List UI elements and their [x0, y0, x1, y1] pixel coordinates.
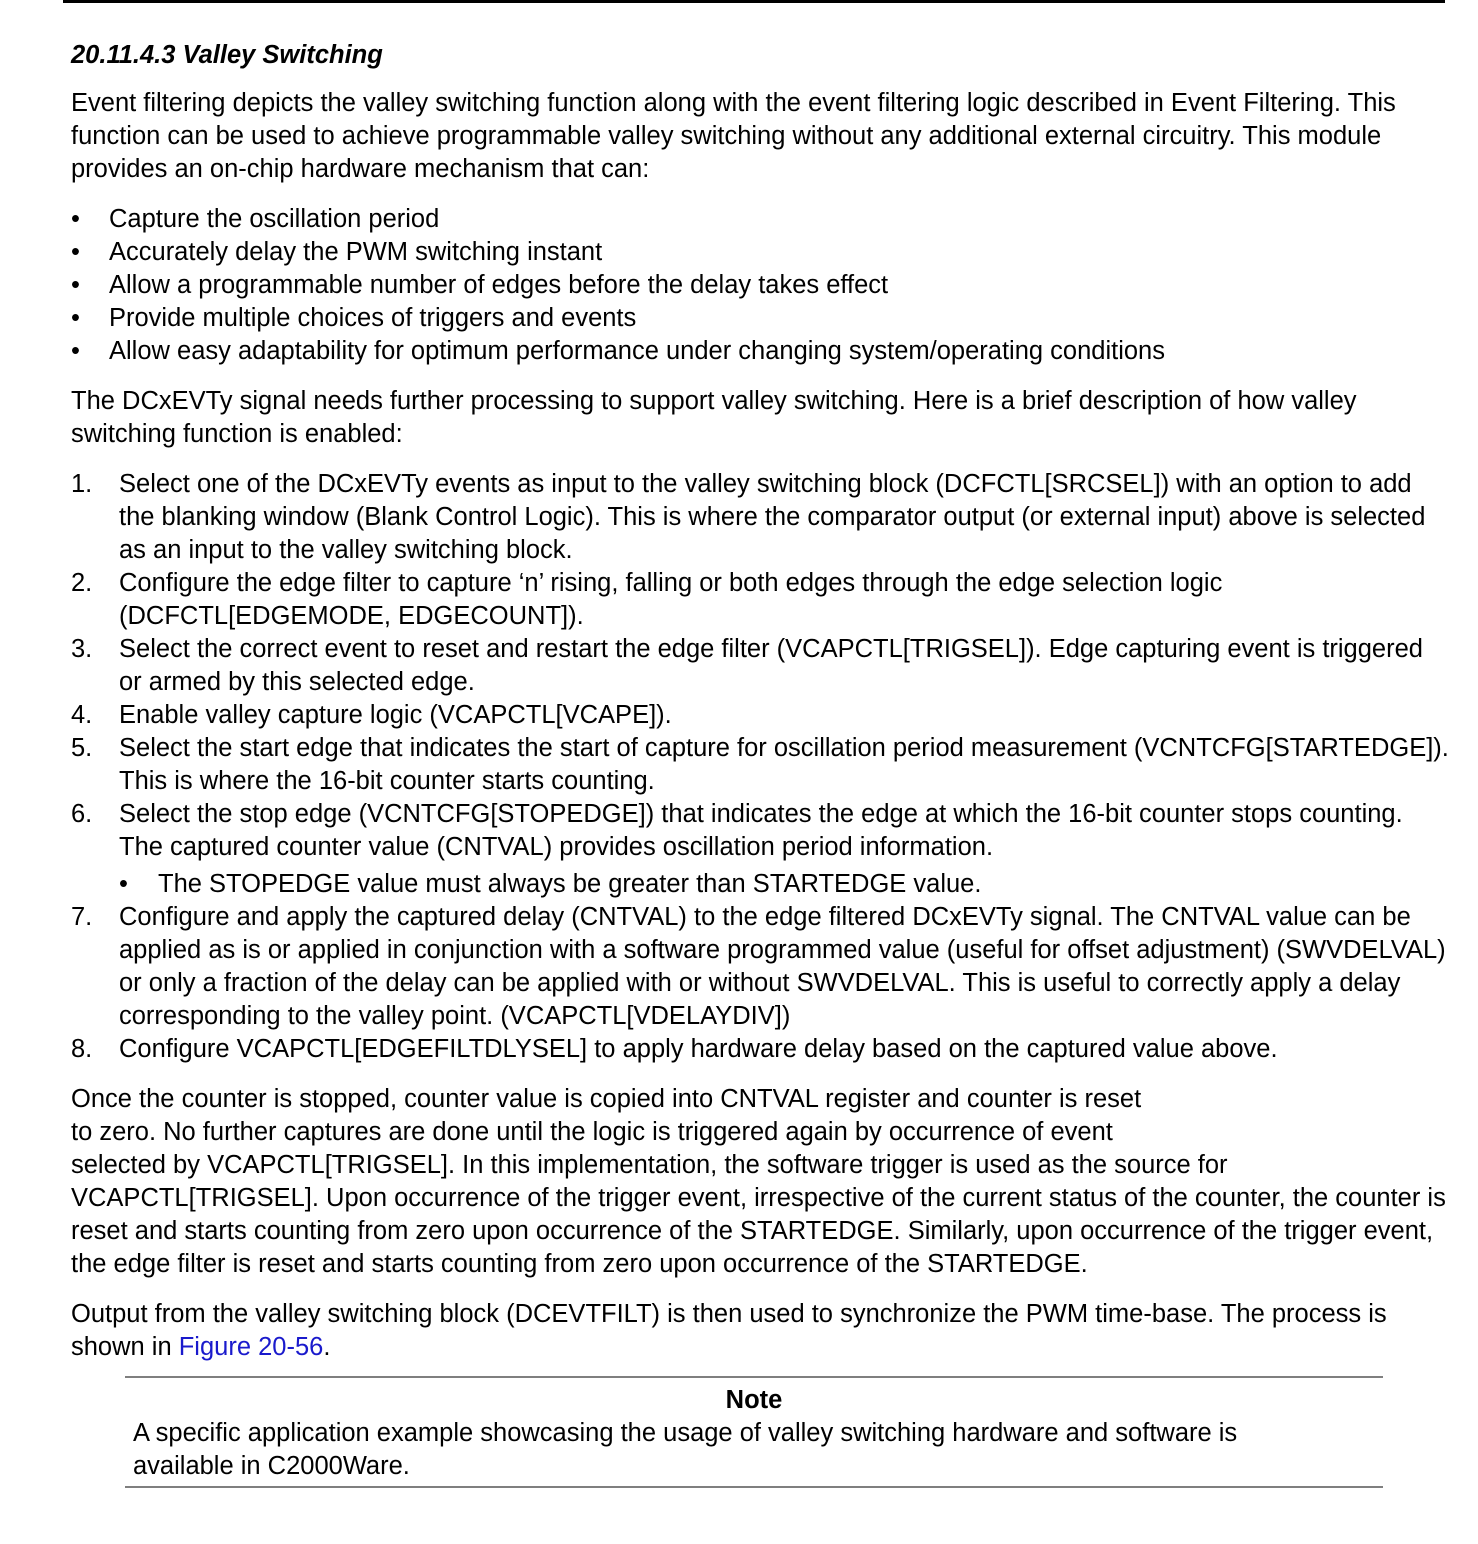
- step-item: [71, 732, 1451, 798]
- note-box: [125, 1376, 1383, 1488]
- bullet-icon: •: [71, 337, 80, 365]
- step-text: Select the correct event to reset and restart the edge filter (VCAPCTL[TRIGSEL]). Edge capturing event is triggered or armed by this selected edge.: [119, 635, 1423, 696]
- note-text: A specific application example showcasing the usage of valley switching hardware and software is available in C2000Ware.: [133, 1419, 1238, 1480]
- bullet-icon: •: [71, 205, 80, 233]
- step-number: 3.: [71, 635, 93, 663]
- step-sub-bullet: • The STOPEDGE value must always be greater than STARTEDGE value.: [119, 868, 1451, 901]
- step-item: [71, 699, 1451, 732]
- step-text: Configure the edge filter to capture ‘n’ rising, falling or both edges through the edge selection logic (DCFCTL[EDGEMODE, EDGECOUNT]).: [119, 569, 1223, 630]
- step-number: 7.: [71, 903, 93, 931]
- step-number: 6.: [71, 800, 93, 828]
- step-item: [71, 633, 1451, 699]
- top-rule: [63, 0, 1445, 3]
- step-item: [71, 1033, 1451, 1066]
- figure-link[interactable]: Figure 20-56: [178, 1333, 324, 1361]
- bullet-icon: •: [71, 238, 80, 266]
- list-item: • Capture the oscillation period: [71, 203, 1451, 236]
- dcxevty-paragraph: The DCxEVTy signal needs further processing to support valley switching. Here is a brief description of how valley switching function is enabled:: [71, 387, 1357, 448]
- step-text: Configure VCAPCTL[EDGEFILTDLYSEL] to apply hardware delay based on the captured value above.: [119, 1035, 1278, 1063]
- steps-list: [71, 468, 1451, 1066]
- step-text: Configure and apply the captured delay (CNTVAL) to the edge filtered DCxEVTy signal. The CNTVAL value can be applied as is or applied in conjunction with a software programmed value (useful for offset adjustment) (SWVDELVAL) or only a fraction of the delay can be applied with or without SWVDELVAL. This is useful to correctly apply a delay corresponding to the valley point. (VCAPCTL[VDELAYDIV]): [119, 903, 1446, 1030]
- list-item: • Allow a programmable number of edges before the delay takes effect: [71, 269, 1451, 302]
- bullet-icon: •: [119, 870, 128, 898]
- intro-paragraph: Event filtering depicts the valley switching function along with the event filtering logic described in Event Filtering. This function can be used to achieve programmable valley switching without any additional external circuitry. This module provides an on-chip hardware mechanism that can:: [71, 89, 1396, 183]
- step-item: [71, 798, 1451, 901]
- step-item: [71, 567, 1451, 633]
- step-text: Enable valley capture logic (VCAPCTL[VCAPE]).: [119, 701, 672, 729]
- counter-paragraph: Once the counter is stopped, counter value is copied into CNTVAL register and counter is reset to zero. No further captures are done until the logic is triggered again by occurrence of event selected by VCAPCTL[TRIGSEL]. In this implementation, the software trigger is used as the source for VCAPCTL[TRIGSEL]. Upon occurrence of the trigger event, irrespective of the current status of the counter, the counter is reset and starts counting from zero upon occurrence of the STARTEDGE. Similarly, upon occurrence of the trigger event, the edge filter is reset and starts counting from zero upon occurrence of the STARTEDGE.: [71, 1085, 1446, 1278]
- capability-list: [71, 203, 1451, 368]
- step-item: [71, 901, 1451, 1033]
- step-text: Select one of the DCxEVTy events as input to the valley switching block (DCFCTL[SRCSEL]) with an option to add the blanking window (Blank Control Logic). This is where the comparator output (or external input) above is selected as an input to the valley switching block.: [119, 470, 1426, 564]
- document-body: [71, 38, 1451, 1382]
- section-title: 20.11.4.3 Valley Switching: [71, 41, 383, 69]
- step-text: Select the stop edge (VCNTCFG[STOPEDGE]) that indicates the edge at which the 16-bit counter stops counting. The captured counter value (CNTVAL) provides oscillation period information.: [119, 800, 1403, 861]
- step-text: Select the start edge that indicates the start of capture for oscillation period measurement (VCNTCFG[STARTEDGE]). This is where the 16-bit counter starts counting.: [119, 734, 1449, 795]
- bullet-icon: •: [71, 271, 80, 299]
- step-number: 5.: [71, 734, 93, 762]
- list-item: • Accurately delay the PWM switching instant: [71, 236, 1451, 269]
- list-item: • Provide multiple choices of triggers and events: [71, 302, 1451, 335]
- step-item: [71, 468, 1451, 567]
- step-number: 2.: [71, 569, 93, 597]
- note-title: Note: [725, 1386, 783, 1414]
- step-number: 4.: [71, 701, 93, 729]
- list-item: • Allow easy adaptability for optimum performance under changing system/operating conditions: [71, 335, 1451, 368]
- step-number: 1.: [71, 470, 93, 498]
- step-number: 8.: [71, 1035, 93, 1063]
- bullet-icon: •: [71, 304, 80, 332]
- output-paragraph: Output from the valley switching block (DCEVTFILT) is then used to synchronize the PWM time-base. The process is shown in Figure 20-56.: [71, 1300, 1387, 1361]
